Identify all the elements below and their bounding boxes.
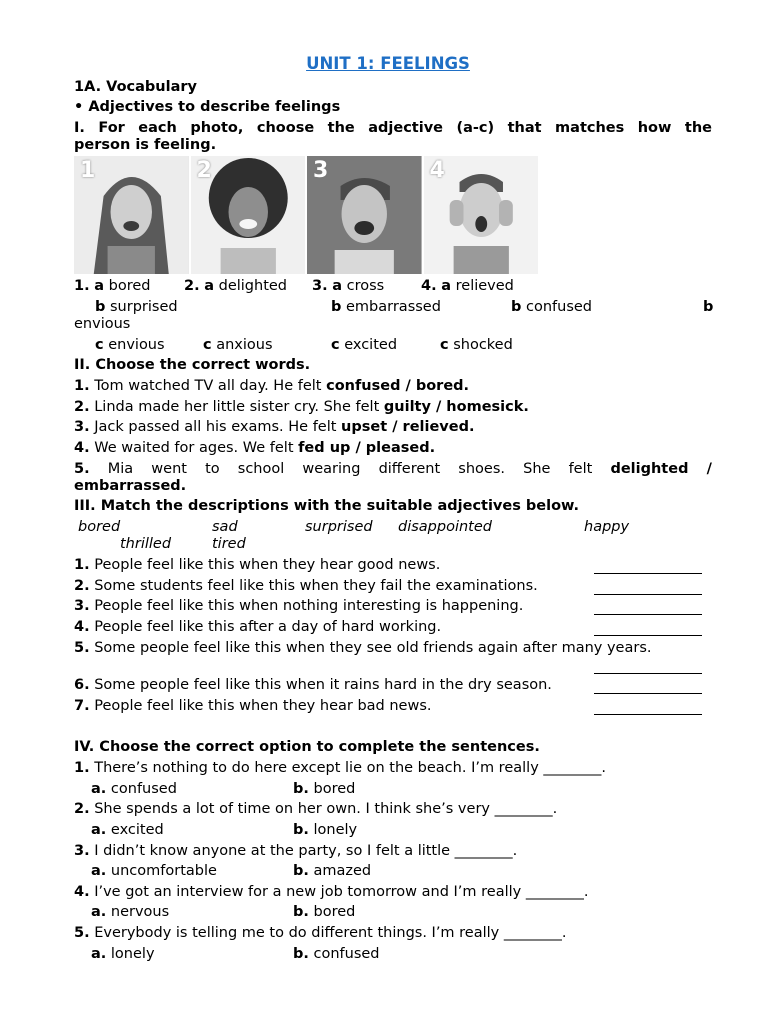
ex1-item-4-b-letter: b [703, 299, 714, 315]
ex1-item-1-a: 1. a bored [74, 278, 151, 294]
ex3-item-4: 4. People feel like this after a day of hard working. [74, 619, 442, 635]
ex4-item-5: 5. Everybody is telling me to do different things. I’m really ________. [74, 925, 567, 941]
ex4-item-1: 1. There’s nothing to do here except lie on the beach. I’m really ________. [74, 760, 606, 776]
ex3-item-7: 7. People feel like this when they hear bad news. [74, 698, 432, 714]
ex3-answer-blank-4[interactable] [594, 635, 702, 636]
ex3-answer-blank-7[interactable] [594, 714, 702, 715]
ex3-item-2: 2. Some students feel like this when they fail the examinations. [74, 578, 538, 594]
ex1-item-4-a: 4. a relieved [421, 278, 514, 294]
ex4-item-2: 2. She spends a lot of time on her own. I think she’s very ________. [74, 801, 558, 817]
ex2-item-3: 3. Jack passed all his exams. He felt upset / relieved. [74, 419, 475, 435]
ex3-item-5: 5. Some people feel like this when they see old friends again after many years. [74, 640, 652, 656]
photo-1-number: 1 [80, 158, 96, 183]
ex3-instruction: III. Match the descriptions with the suitable adjectives below. [74, 498, 580, 514]
ex4-item-2-option-a[interactable]: a. excited [91, 822, 164, 838]
ex4-item-4: 4. I’ve got an interview for a new job tomorrow and I’m really ________. [74, 884, 589, 900]
photo-2 [191, 156, 306, 274]
ex4-item-3-option-a[interactable]: a. uncomfortable [91, 863, 217, 879]
ex2-instruction: II. Choose the correct words. [74, 357, 311, 373]
word-bank-disappointed: disappointed [398, 519, 492, 535]
photo-4 [424, 156, 539, 274]
ex3-answer-blank-3[interactable] [594, 614, 702, 615]
ex4-instruction: IV. Choose the correct option to complete the sentences. [74, 739, 540, 755]
word-bank-tired: tired [212, 536, 246, 552]
word-bank-thrilled: thrilled [120, 536, 172, 552]
ex2-item-5-line2: embarrassed. [74, 478, 187, 494]
word-bank-happy: happy [584, 519, 630, 535]
bullet-heading: • Adjectives to describe feelings [74, 99, 341, 115]
ex2-item-4: 4. We waited for ages. We felt fed up / pleased. [74, 440, 436, 456]
ex1-item-1-b: b surprised [95, 299, 178, 315]
section-heading: 1A. Vocabulary [74, 79, 197, 95]
ex1-item-2-c: c anxious [203, 337, 273, 353]
photo-1 [74, 156, 189, 274]
page-title: UNIT 1: FEELINGS [306, 54, 470, 73]
photo-strip [74, 156, 538, 274]
ex4-item-3-option-b[interactable]: b. amazed [293, 863, 372, 879]
ex4-item-5-option-a[interactable]: a. lonely [91, 946, 155, 962]
ex3-answer-blank-5[interactable] [594, 673, 702, 674]
ex4-item-2-option-b[interactable]: b. lonely [293, 822, 358, 838]
ex2-item-5: 5. Mia went to school wearing different shoes. She felt delighted / [74, 461, 712, 477]
ex4-item-3: 3. I didn’t know anyone at the party, so I felt a little ________. [74, 843, 518, 859]
ex3-item-6: 6. Some people feel like this when it rains hard in the dry season. [74, 677, 552, 693]
ex3-answer-blank-2[interactable] [594, 594, 702, 595]
ex4-item-1-option-a[interactable]: a. confused [91, 781, 177, 797]
ex3-answer-blank-1[interactable] [594, 573, 702, 574]
photo-4-number: 4 [429, 158, 445, 183]
photo-3 [307, 156, 422, 274]
ex1-item-1-c: c envious [95, 337, 165, 353]
ex1-item-3-c: c excited [331, 337, 398, 353]
word-bank-surprised: surprised [305, 519, 373, 535]
ex3-answer-blank-6[interactable] [594, 693, 702, 694]
ex1-instruction-line1: I. For each photo, choose the adjective (a-c) that matches how the [74, 120, 712, 136]
ex4-item-1-option-b[interactable]: b. bored [293, 781, 356, 797]
word-bank-bored: bored [78, 519, 121, 535]
ex1-item-2-b: b embarrassed [331, 299, 441, 315]
ex1-instruction-line2: person is feeling. [74, 137, 217, 153]
ex4-item-4-option-b[interactable]: b. bored [293, 904, 356, 920]
ex1-item-3-b: b confused [511, 299, 593, 315]
ex2-item-1: 1. Tom watched TV all day. He felt confused / bored. [74, 378, 470, 394]
ex1-item-4-c: c shocked [440, 337, 513, 353]
ex4-item-4-option-a[interactable]: a. nervous [91, 904, 170, 920]
ex3-item-1: 1. People feel like this when they hear good news. [74, 557, 441, 573]
ex2-item-2: 2. Linda made her little sister cry. She felt guilty / homesick. [74, 399, 529, 415]
ex4-item-5-option-b[interactable]: b. confused [293, 946, 380, 962]
photo-3-number: 3 [313, 158, 329, 183]
ex1-item-2-a: 2. a delighted [184, 278, 288, 294]
photo-2-number: 2 [196, 158, 212, 183]
word-bank-sad: sad [212, 519, 238, 535]
ex1-item-3-a: 3. a cross [312, 278, 385, 294]
ex3-item-3: 3. People feel like this when nothing interesting is happening. [74, 598, 524, 614]
ex1-item-4-b: envious [74, 316, 131, 332]
